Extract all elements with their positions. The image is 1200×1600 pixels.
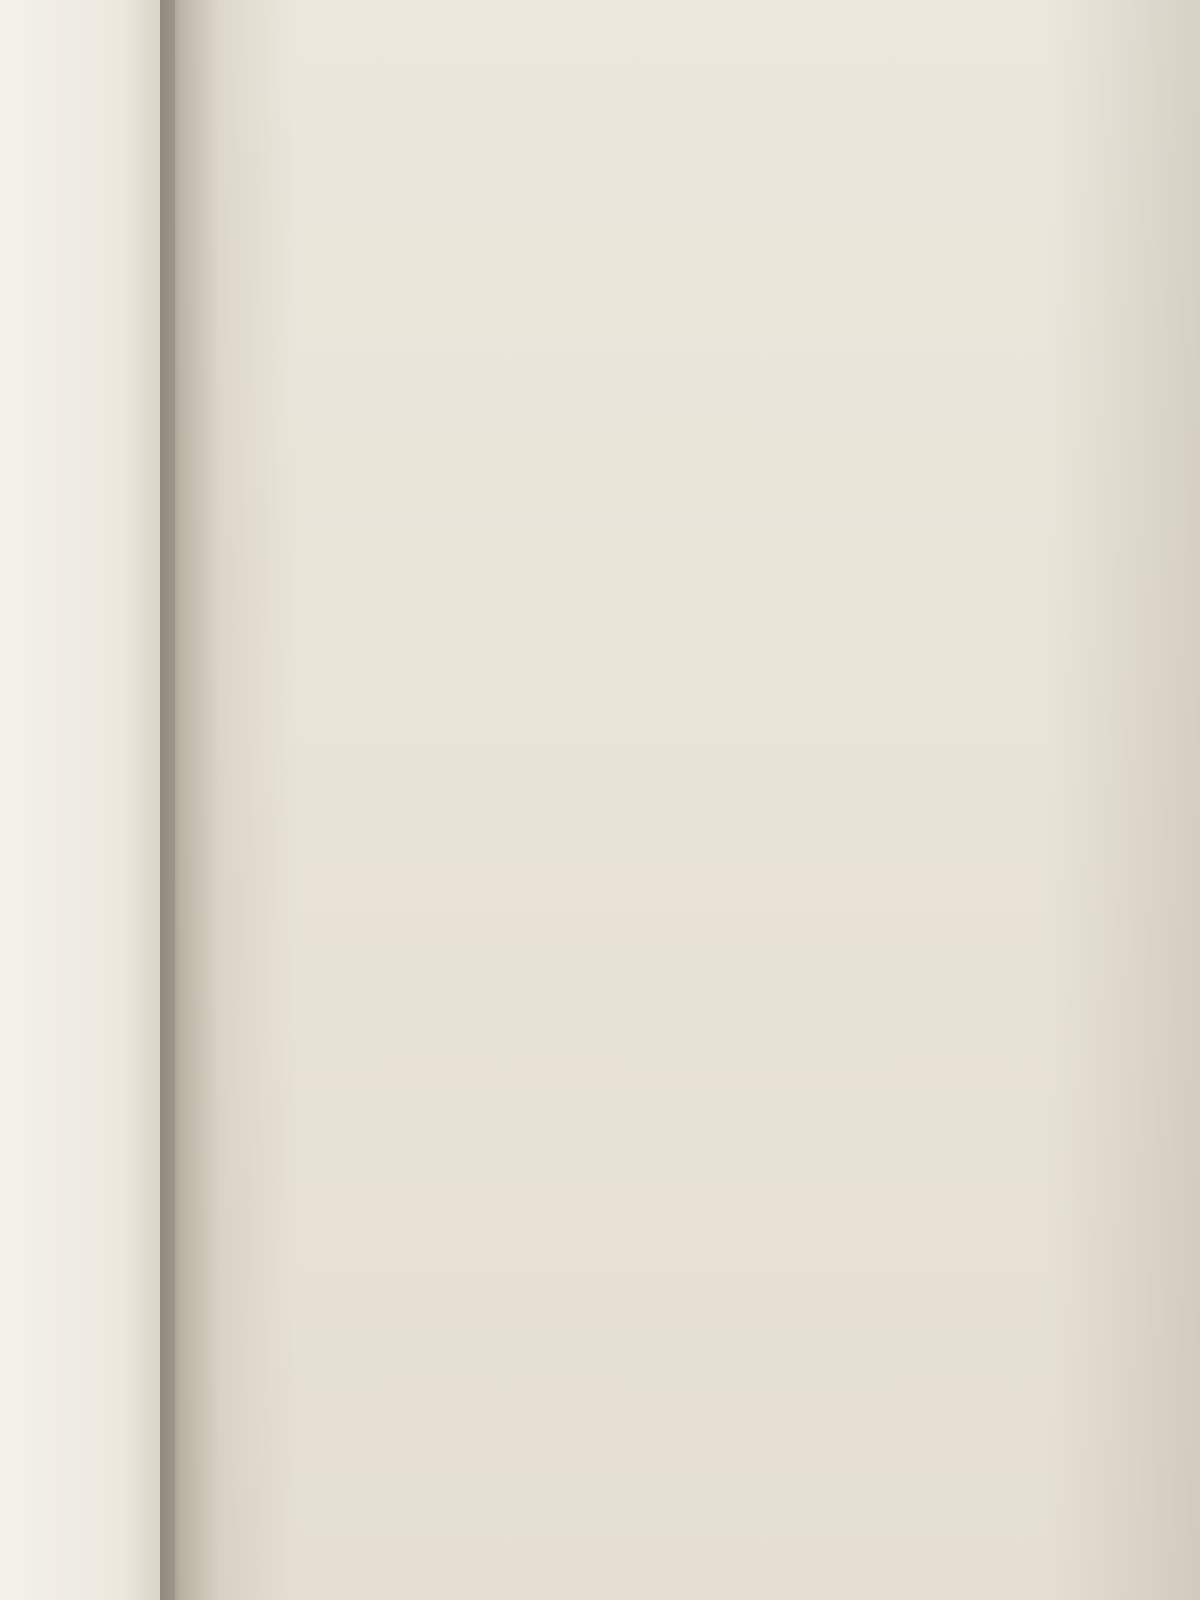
paragraph-3	[240, 600, 1000, 603]
top-paragraph-lines	[267, 35, 1002, 40]
top-paragraph	[267, 35, 1002, 40]
right-page	[175, 0, 1200, 1600]
page-shading	[175, 0, 1200, 1600]
left-page	[0, 0, 175, 1600]
paragraph-1	[240, 600, 1000, 603]
left-page-text	[0, 0, 175, 1600]
second-edition-note	[240, 600, 1000, 603]
paragraph-2	[240, 600, 1000, 603]
